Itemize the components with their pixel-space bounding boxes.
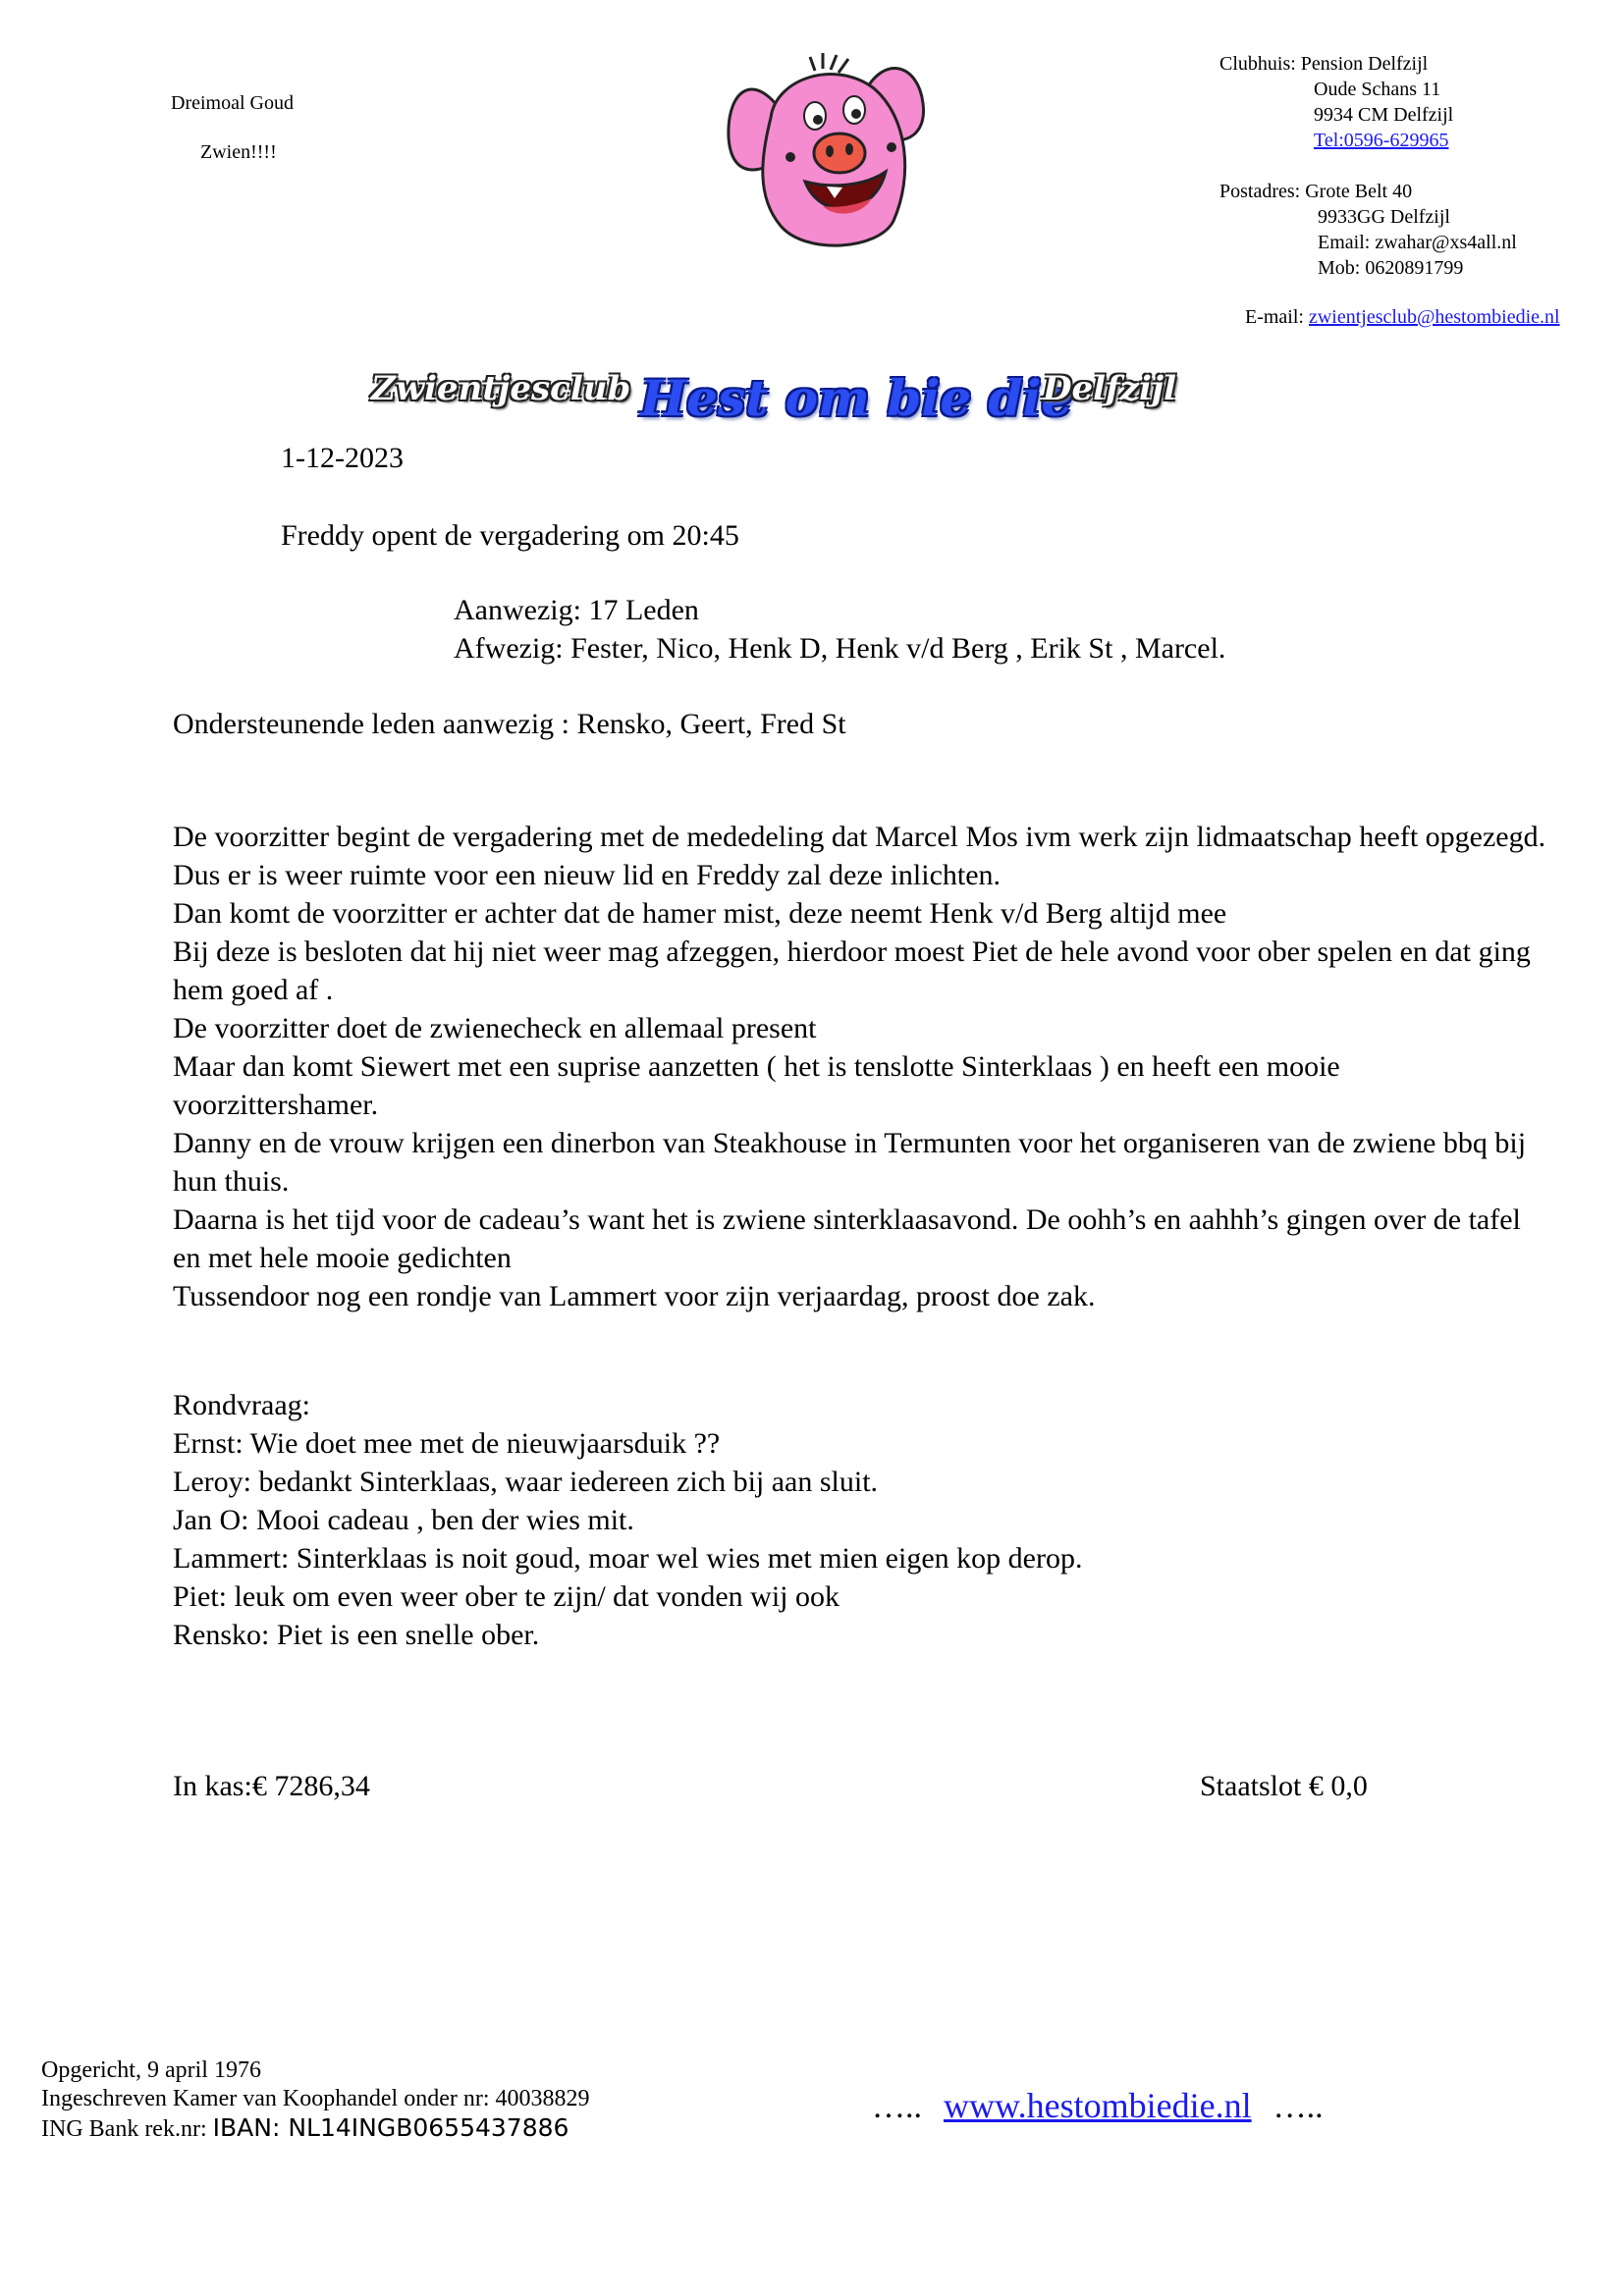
- rondvraag-item: Lammert: Sinterklaas is noit goud, moar wel wies met mien eigen kop derop.: [173, 1542, 1083, 1575]
- motto-line-2: Zwien!!!!: [200, 141, 277, 163]
- minutes-paragraph: De voorzitter doet de zwienecheck en allemaal present: [173, 1012, 817, 1044]
- minutes-paragraph: Daarna is het tijd voor de cadeau’s want het is zwiene sinterklaasavond. De oohh’s en aahhh’s gingen over de tafel en met hele mooie gedichten: [173, 1203, 1521, 1274]
- clubhouse-tel-row: [1219, 128, 1517, 153]
- footer-founded: Opgericht, 9 april 1976: [41, 2057, 261, 2083]
- minutes-paragraph: Dan komt de voorzitter er achter dat de hamer mist, deze neemt Henk v/d Berg altijd mee: [173, 897, 1227, 930]
- rondvraag-section: [173, 1386, 1547, 1654]
- cash-balance: In kas:€ 7286,34: [173, 1770, 370, 1802]
- meeting-opening: Freddy opent de vergadering om 20:45: [281, 519, 739, 552]
- banner-city: Delfzijl: [1043, 369, 1177, 408]
- minutes-paragraph: Danny en de vrouw krijgen een dinerbon van Steakhouse in Termunten voor het organiseren van de zwiene bbq bij hun thuis.: [173, 1127, 1527, 1198]
- postal-street: Grote Belt 40: [1305, 181, 1413, 202]
- footer-dots-left: …..: [872, 2089, 922, 2125]
- postal-mobile: Mob: 0620891799: [1318, 257, 1464, 279]
- rondvraag-title: Rondvraag:: [173, 1389, 310, 1421]
- email-link[interactable]: zwientjesclub@hestombiedie.nl: [1308, 306, 1560, 328]
- pig-head-icon: [717, 49, 943, 257]
- footer-website-row: [872, 2085, 1324, 2126]
- minutes-paragraph: Bij deze is besloten dat hij niet weer mag afzeggen, hierdoor moest Piet de hele avond voor ober spelen en dat ging hem goed af .: [173, 935, 1531, 1006]
- banner-club-name: Zwientjesclub: [371, 369, 631, 408]
- rondvraag-item: Piet: leuk om even weer ober te zijn/ dat vonden wij ook: [173, 1580, 839, 1613]
- attendance-absent: Afwezig: Fester, Nico, Henk D, Henk v/d Berg , Erik St , Marcel.: [454, 632, 1226, 665]
- footer-info: [41, 2056, 590, 2144]
- staatslot-balance: Staatslot € 0,0: [1200, 1770, 1368, 1802]
- clubhouse-street: Oude Schans 11: [1314, 79, 1441, 100]
- postal-label: Postadres:: [1219, 181, 1301, 202]
- minutes-paragraph: Dus er is weer ruimte voor een nieuw lid en Freddy zal deze inlichten.: [173, 859, 1001, 891]
- email-label: E-mail:: [1245, 306, 1304, 328]
- clubhouse-row: [1219, 51, 1517, 77]
- minutes-body: [173, 818, 1547, 1315]
- banner-title: Hest om bie die: [640, 369, 1073, 427]
- minutes-paragraph: Maar dan komt Siewert met een suprise aanzetten ( het is tenslotte Sinterklaas ) en heeft een mooie voorzittershamer.: [173, 1050, 1340, 1121]
- footer-kvk: Ingeschreven Kamer van Koophandel onder nr: 40038829: [41, 2086, 590, 2111]
- clubhouse-name: Pension Delfzijl: [1300, 53, 1429, 75]
- footer-website-link[interactable]: www.hestombiedie.nl: [944, 2086, 1252, 2125]
- meeting-date: 1-12-2023: [281, 442, 404, 474]
- clubhouse-city: 9934 CM Delfzijl: [1314, 104, 1454, 126]
- postal-row: [1219, 179, 1517, 204]
- supporting-members: Ondersteunende leden aanwezig : Rensko, Geert, Fred St: [173, 708, 846, 740]
- clubhouse-tel-link[interactable]: Tel:0596-629965: [1314, 130, 1449, 151]
- rondvraag-item: Leroy: bedankt Sinterklaas, waar iedereen zich bij aan sluit.: [173, 1466, 879, 1498]
- minutes-paragraph: De voorzitter begint de vergadering met de mededeling dat Marcel Mos ivm werk zijn lidmaatschap heeft opgezegd.: [173, 821, 1546, 853]
- motto-line-1: Dreimoal Goud: [171, 92, 294, 114]
- footer-iban: IBAN: NL14INGB0655437886: [212, 2113, 569, 2142]
- rondvraag-item: Ernst: Wie doet mee met de nieuwjaarsduik ??: [173, 1427, 721, 1460]
- email-row: [1245, 304, 1560, 330]
- clubhouse-label: Clubhuis:: [1219, 53, 1296, 75]
- footer-bank-label: ING Bank rek.nr:: [41, 2116, 213, 2142]
- address-block: [1219, 51, 1517, 281]
- attendance-present: Aanwezig: 17 Leden: [454, 594, 699, 626]
- postal-city: 9933GG Delfzijl: [1318, 206, 1450, 228]
- club-logo: [717, 49, 943, 257]
- minutes-paragraph: Tussendoor nog een rondje van Lammert voor zijn verjaardag, proost doe zak.: [173, 1280, 1096, 1312]
- footer-dots-right: …..: [1272, 2089, 1324, 2125]
- footer-bank: [41, 2113, 590, 2144]
- rondvraag-item: Jan O: Mooi cadeau , ben der wies mit.: [173, 1504, 634, 1536]
- rondvraag-item: Rensko: Piet is een snelle ober.: [173, 1619, 540, 1651]
- postal-email: Email: zwahar@xs4all.nl: [1318, 232, 1517, 253]
